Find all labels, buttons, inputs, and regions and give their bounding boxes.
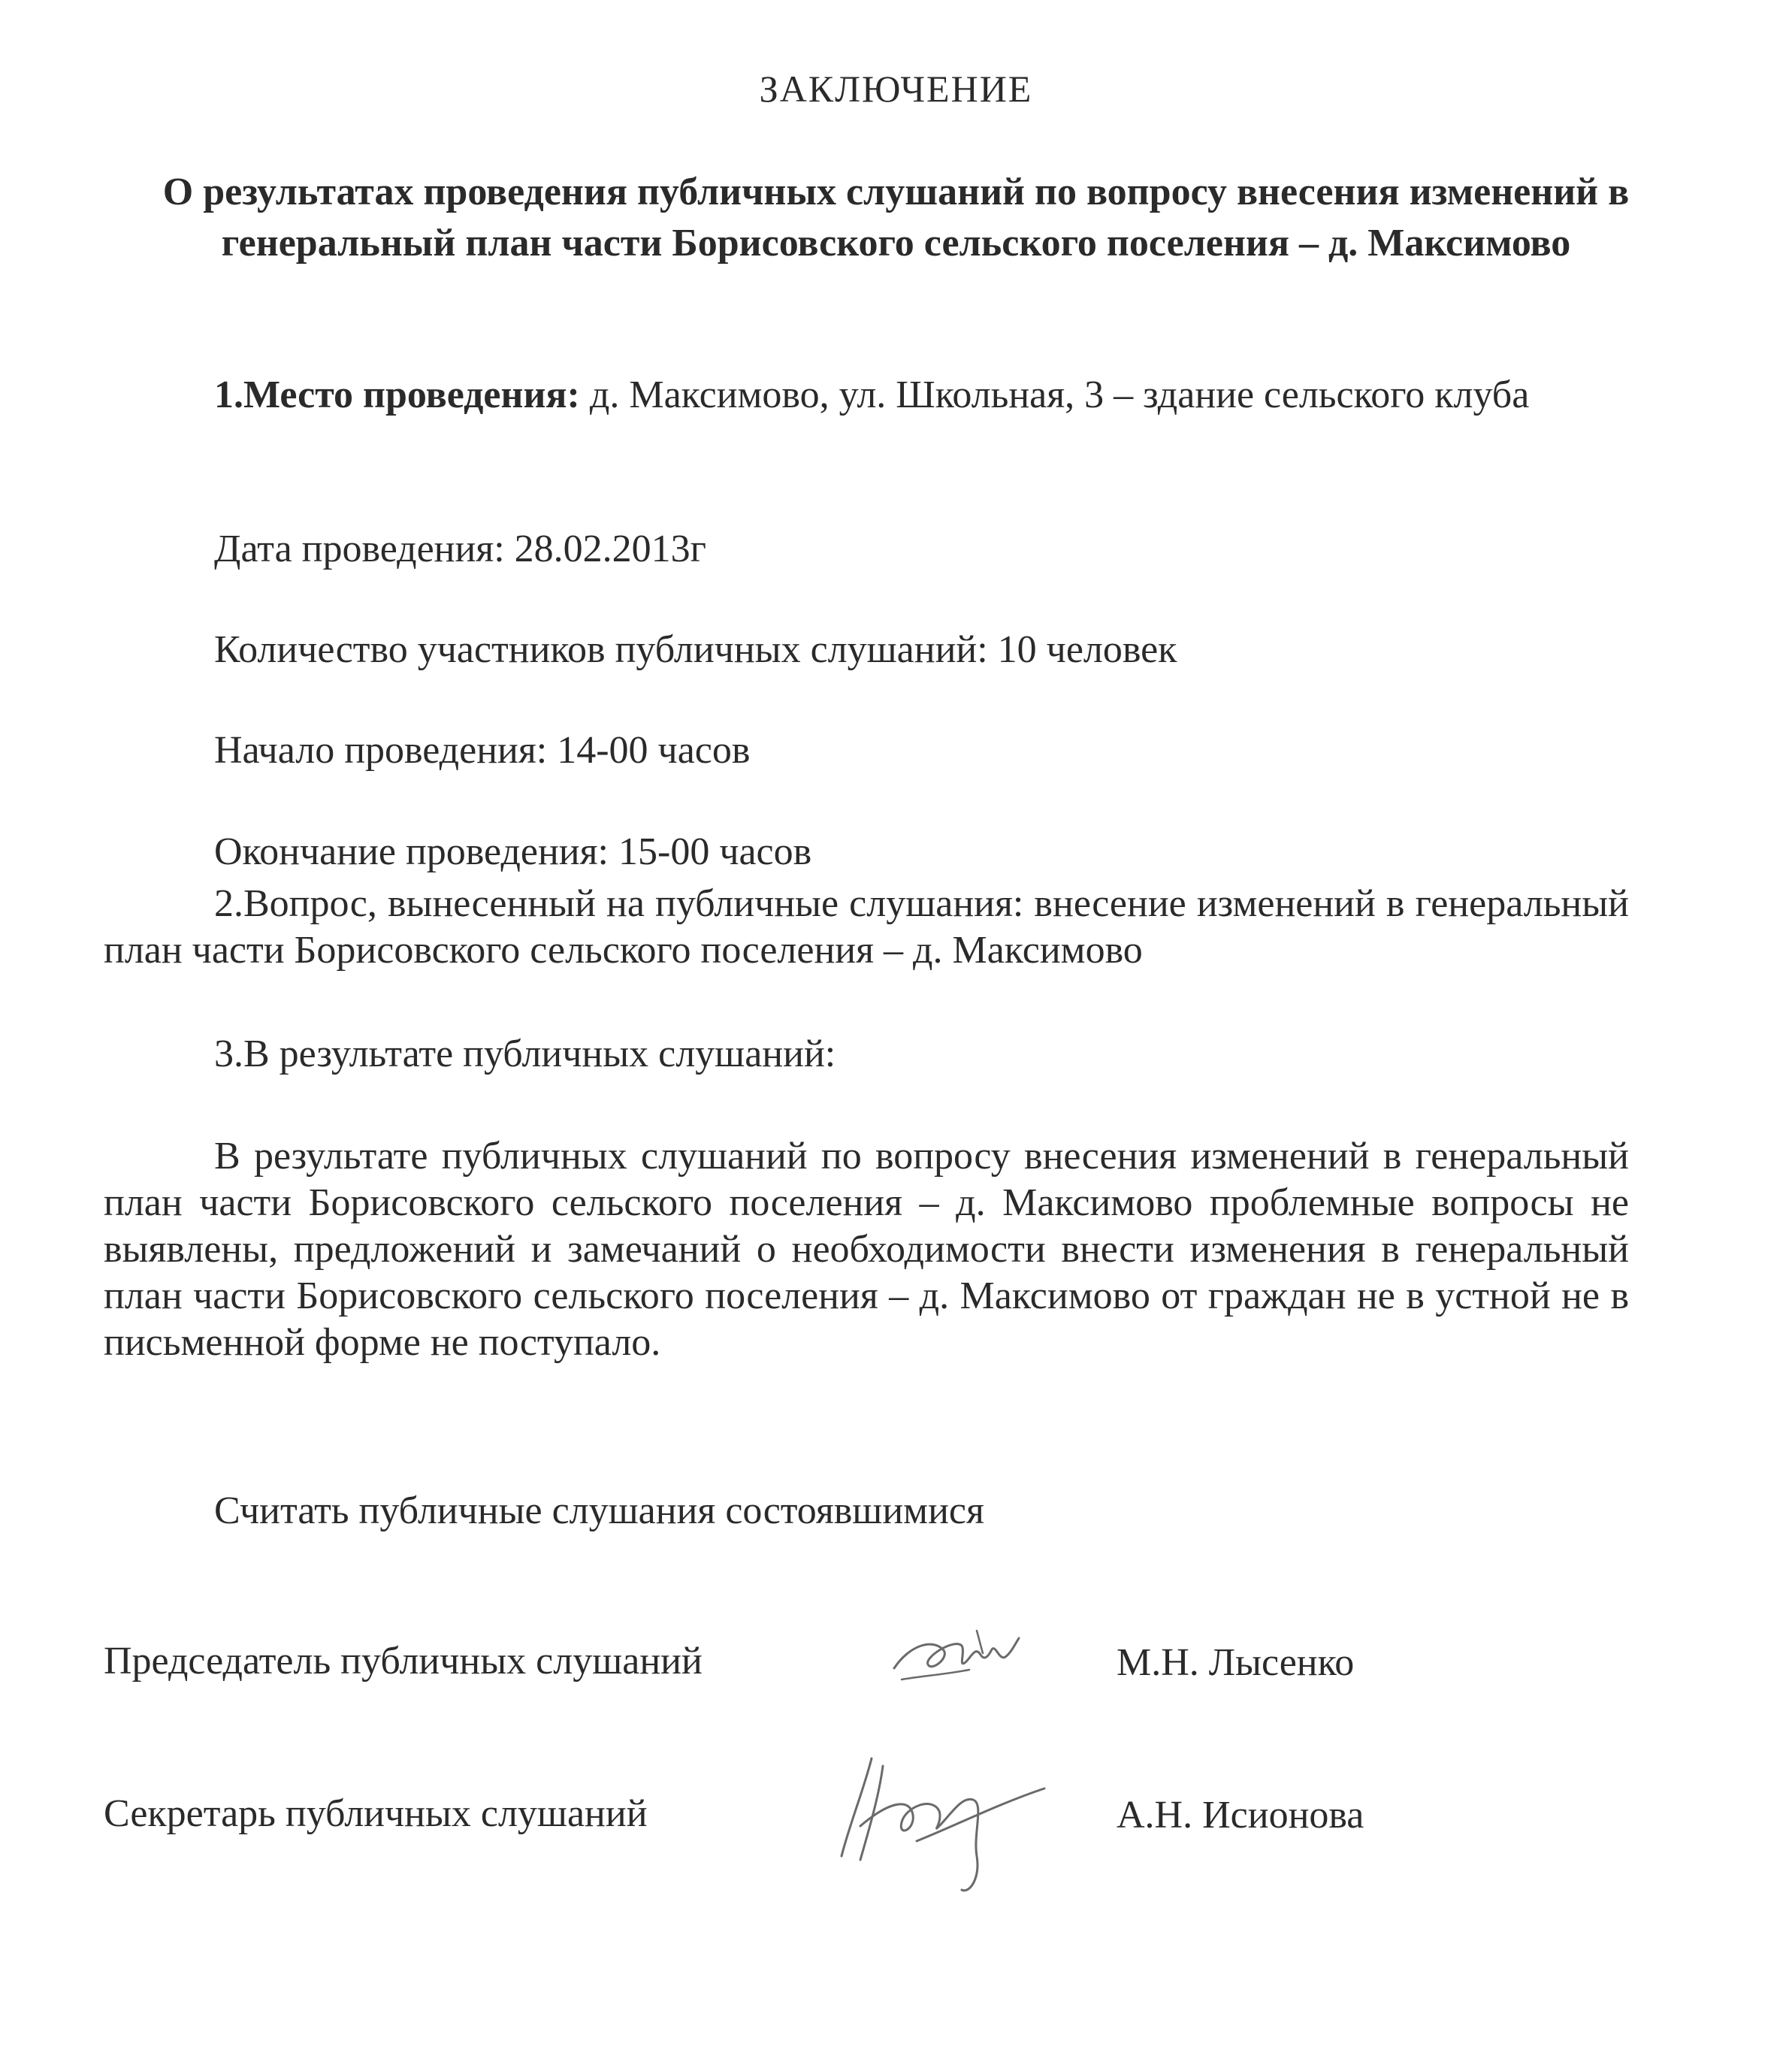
chairman-name: М.Н. Лысенко (1117, 1641, 1355, 1684)
result-paragraph: В результате публичных слушаний по вопросу внесения изменений в генеральный план части Борисовского сельского поселения – д. Максимово проблемные вопросы не выявлены, предложений и замечаний о необходимости внести изменения в генеральный план части Борисовского сельского поселения – д. Максимово от граждан не в устной не в письменной форме не поступало. (104, 1135, 1629, 1364)
date-line: Дата проведения: 28.02.2013г (214, 528, 707, 570)
question-paragraph: 2.Вопрос, вынесенный на публичные слушания: внесение изменений в генеральный план части Борисовского сельского поселения – д. Максимово (104, 882, 1629, 972)
conclusion-line: Считать публичные слушания состоявшимися (214, 1489, 984, 1532)
result-heading: 3.В результате публичных слушаний: (214, 1033, 836, 1075)
document-title: ЗАКЛЮЧЕНИЕ (759, 68, 1033, 110)
chairman-role: Председатель публичных слушаний (104, 1640, 703, 1683)
place-label: 1.Место проведения: (214, 373, 580, 416)
place-paragraph (104, 372, 1629, 419)
secretary-role: Секретарь публичных слушаний (104, 1792, 648, 1835)
secretary-signature (826, 1743, 1052, 1894)
start-line: Начало проведения: 14-00 часов (214, 729, 751, 772)
chairman-signature (887, 1616, 1029, 1698)
end-line: Окончание проведения: 15-00 часов (214, 830, 812, 873)
participants-line: Количество участников публичных слушаний: 10 человек (214, 628, 1177, 671)
document-subtitle: О результатах проведения публичных слушаний по вопросу внесения изменений в генеральный план части Борисовского сельского поселения – д. Максимово (162, 171, 1630, 265)
secretary-name: А.Н. Исионова (1117, 1794, 1364, 1837)
place-value: д. Максимово, ул. Школьная, 3 – здание сельского клуба (579, 373, 1530, 416)
